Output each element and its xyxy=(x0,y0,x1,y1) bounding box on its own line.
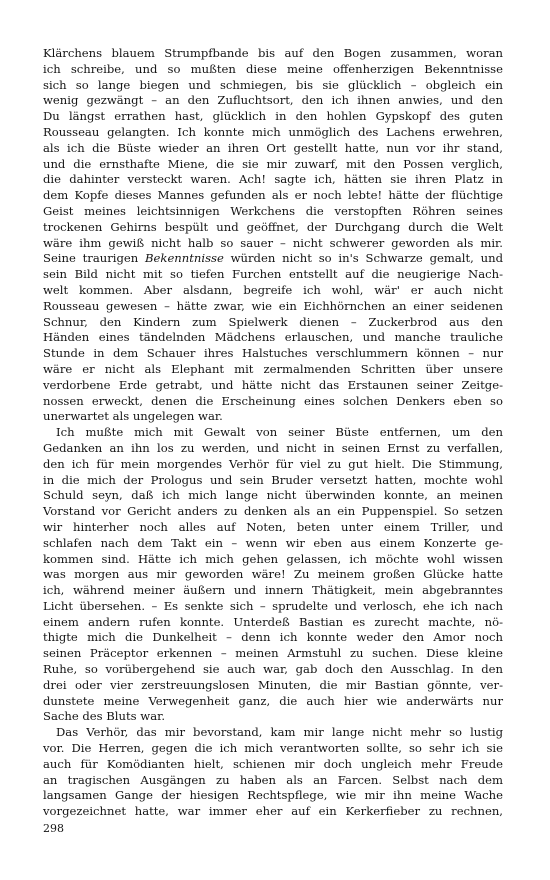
text-line: vorgezeichnet hatte, war immer eher auf ein Kerkerfieber zu rechnen, xyxy=(43,804,503,819)
text-line: Ich mußte mich mit Gewalt von seiner Büste entfernen, um den xyxy=(56,425,503,440)
text-line: Gedanken an ihn los zu werden, und nicht in seinen Ernst zu verfallen, xyxy=(43,440,503,455)
text-line: in die mich der Prologus und sein Bruder versetzt hatten, mochte wohl xyxy=(43,472,503,487)
text-line: wäre ihm gewiß nicht halb so sauer – nicht schwerer geworden als mir. xyxy=(43,235,503,250)
text-line: wenig gezwängt – an den Zufluchtsort, den ich ihnen anwies, und den xyxy=(43,93,503,108)
paragraph xyxy=(43,725,503,820)
text-line: Klärchens blauem Strumpfbande bis auf den Bogen zusammen, woran xyxy=(43,46,503,60)
text-line: Licht übersehen. – Es senkte sich – sprudelte und verlosch, ehe ich nach xyxy=(43,598,503,613)
text-line: Schuld seyn, daß ich mich lange nicht überwinden konnte, an meinen xyxy=(43,488,503,503)
text-line: ich schreibe, und so mußten diese meine offenherzigen Bekenntnisse xyxy=(43,61,503,76)
text-line: sein Bild nicht mit so tiefen Furchen entstellt auf die neugierige Nach- xyxy=(43,267,503,282)
italic-text: Bekenntnisse xyxy=(145,251,224,266)
text-line: einem andern rufen konnte. Unterdeß Bastian es zurecht machte, nö- xyxy=(43,614,503,629)
text-line: die dahinter versteckt waren. Ach! sagte ich, hätten sie ihren Platz in xyxy=(43,172,503,187)
text-line: drei oder vier zerstreuungslosen Minuten, die mir Bastian gönnte, ver- xyxy=(43,677,503,692)
text-line: was morgen aus mir geworden wäre! Zu meinem großen Glücke hatte xyxy=(43,567,503,582)
text-line: Händen eines tändelnden Mädchens erlauschen, und manche trauliche xyxy=(43,330,503,345)
paragraph xyxy=(43,425,503,725)
text-line: schlafen nach dem Takt ein – wenn wir eben aus einem Konzerte ge- xyxy=(43,535,503,550)
text-line: unerwartet als ungelegen war. xyxy=(43,409,223,424)
text-line: ich, während meiner äußern und innern Thätigkeit, mein abgebranntes xyxy=(43,583,503,598)
text-line: langsamen Gange der hiesigen Rechtspflege, wie mir ihn meine Wache xyxy=(43,788,503,803)
text-line: Du längst errathen hast, glücklich in den hohlen Gypskopf des guten xyxy=(43,109,503,124)
text-line: und die ernsthafte Miene, die sie mir zuwarf, mit den Possen verglich, xyxy=(43,156,503,171)
text-line: Seine traurigen Bekenntnisse würden nicht so in's Schwarze gemalt, und xyxy=(43,251,503,266)
text-line: auch für Komödianten hielt, schienen mir doch ungleich mehr Freude xyxy=(43,756,503,771)
text-line: Schnur, den Kindern zum Spielwerk dienen – Zuckerbrod aus den xyxy=(43,314,503,329)
text-line: thigte mich die Dunkelheit – denn ich konnte weder den Amor noch xyxy=(43,630,503,645)
text-line: verdorbene Erde getrabt, und hätte nicht das Erstaunen seiner Zeitge- xyxy=(43,377,503,392)
text-line: Stunde in dem Schauer ihres Halstuches verschlummern können – nur xyxy=(43,346,503,361)
text-line: sich so lange biegen und schmiegen, bis sie glücklich – obgleich ein xyxy=(43,77,503,92)
text-line: trockenen Gehirns bespült und geöffnet, der Durchgang durch die Welt xyxy=(43,219,503,234)
text-line: Das Verhör, das mir bevorstand, kam mir lange nicht mehr so lustig xyxy=(56,725,503,740)
text-line: kommen sind. Hätte ich mich gehen gelassen, ich möchte wohl wissen xyxy=(43,551,503,566)
text-line: Geist meines leichtsinnigen Werkchens die verstopften Röhren seines xyxy=(43,203,503,218)
text-line: Sache des Bluts war. xyxy=(43,709,166,724)
text-line: Vorstand vor Gericht anders zu denken als an ein Puppenspiel. So setzen xyxy=(43,504,503,519)
text-line: vor. Die Herren, gegen die ich mich verantworten sollte, so sehr ich sie xyxy=(43,741,503,756)
text-line: Ruhe, so vorübergehend sie auch war, gab doch den Ausschlag. In den xyxy=(43,662,503,677)
text-line: als ich die Büste wieder an ihren Ort gestellt hatte, nun vor ihr stand, xyxy=(43,140,503,155)
text-line: nossen erweckt, denen die Erscheinung eines solchen Denkers eben so xyxy=(43,393,503,408)
text-line: Rousseau gewesen – hätte zwar, wie ein Eichhörnchen an einer seidenen xyxy=(43,298,503,313)
text-line: wäre er nicht als Elephant mit zermalmenden Schritten über unsere xyxy=(43,361,503,376)
text-line: dem Kopfe dieses Mannes gefunden als er noch lebte! hätte der flüchtige xyxy=(43,188,503,203)
text-line: dunstete meine Verwegenheit ganz, die auch hier wie anderwärts nur xyxy=(43,693,503,708)
text-line: an tragischen Ausgängen zu haben als an Farcen. Selbst nach dem xyxy=(43,772,503,787)
paragraph xyxy=(43,46,503,425)
text-line: seinen Präceptor erkennen – meinen Armstuhl zu suchen. Diese kleine xyxy=(43,646,503,661)
text-line: den ich für mein morgendes Verhör für viel zu gut hielt. Die Stimmung, xyxy=(43,456,503,471)
text-line: Rousseau gelangten. Ich konnte mich unmöglich des Lachens erwehren, xyxy=(43,124,503,139)
page-number: 298 xyxy=(43,822,64,835)
text-line: wir hinterher noch alles auf Noten, beten unter einem Triller, und xyxy=(43,519,503,534)
body-text xyxy=(43,46,503,820)
text-line: welt kommen. Aber alsdann, begreife ich wohl, wär' er auch nicht xyxy=(43,282,503,297)
